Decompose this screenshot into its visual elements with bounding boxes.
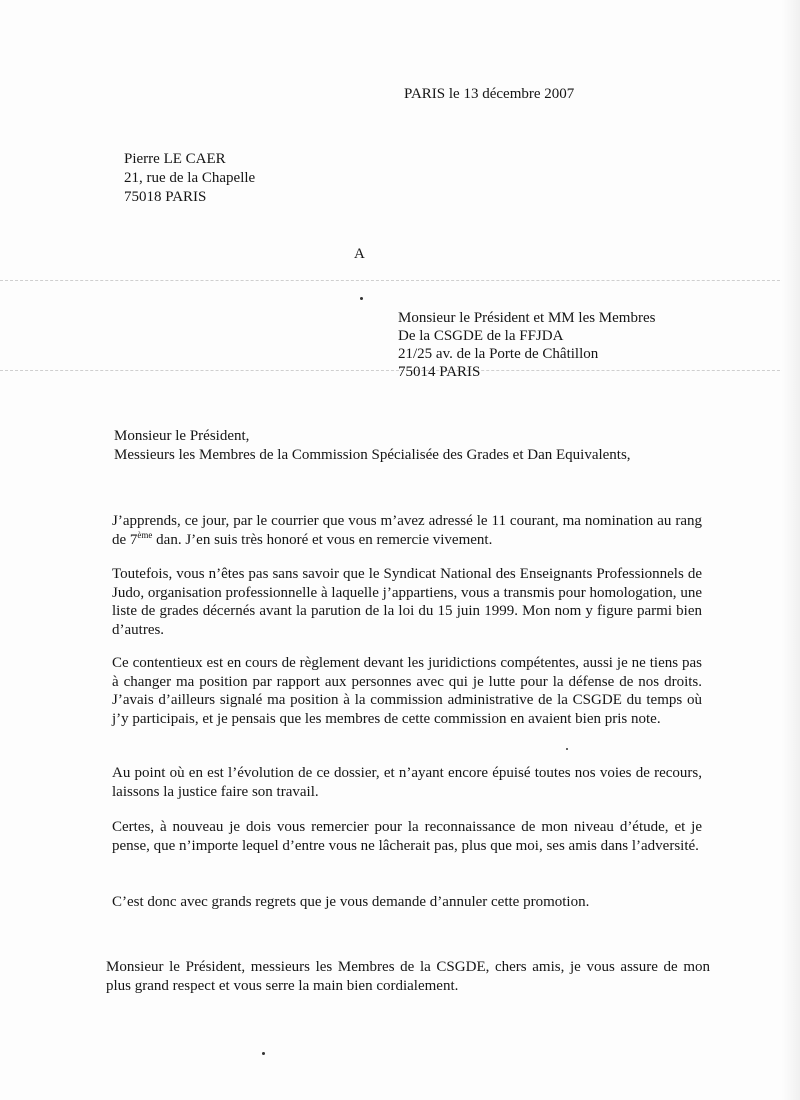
salutation-line-2: Messieurs les Membres de la Commission Spécialisée des Grades et Dan Equivalents,	[114, 447, 631, 463]
sender-name: Pierre LE CAER	[124, 151, 226, 167]
body-paragraph-6: C’est donc avec grands regrets que je vous demande d’annuler cette promotion.	[112, 894, 590, 910]
fold-line	[0, 280, 800, 281]
recipient-line-1: Monsieur le Président et MM les Membres	[398, 310, 656, 326]
recipient-line-4: 75014 PARIS	[398, 364, 481, 380]
paragraph-1-text: J’apprends, ce jour, par le courrier que vous m’avez adressé le 11 courant, ma nomination au rang de 7	[112, 513, 702, 548]
addressee-marker: A	[354, 246, 365, 262]
paragraph-1-text-end: dan. J’en suis très honoré et vous en remercie vivement.	[152, 531, 493, 548]
page-edge-shadow	[782, 0, 800, 1100]
body-paragraph-3: Ce contentieux est en cours de règlement devant les juridictions compétentes, aussi je ne tiens pas à changer ma position par rapport aux personnes avec qui je lutte pour la défense de nos droits. J’avais d’ailleurs signalé ma position à la commission administrative de la CSGDE du temps où j’y participais, et je pensais que les membres de cette commission en avaient bien pris note.	[112, 655, 702, 727]
recipient-line-3: 21/25 av. de la Porte de Châtillon	[398, 346, 599, 362]
paper-speck	[262, 1052, 265, 1055]
sender-city: 75018 PARIS	[124, 189, 207, 205]
letter-date: PARIS le 13 décembre 2007	[404, 86, 575, 102]
salutation	[114, 427, 631, 465]
body-paragraph-4: Au point où en est l’évolution de ce dossier, et n’ayant encore épuisé toutes nos voies de recours, laissons la justice faire son travail.	[112, 765, 702, 800]
sender-street: 21, rue de la Chapelle	[124, 170, 256, 186]
body-paragraph-5: Certes, à nouveau je dois vous remercier pour la reconnaissance de mon niveau d’étude, et je pense, que n’importe lequel d’entre vous ne lâcherait pas, plus que moi, ses amis dans l’adversité.	[112, 819, 702, 854]
body-paragraph-1	[112, 512, 702, 549]
recipient-line-2: De la CSGDE de la FFJDA	[398, 328, 564, 344]
paper-speck	[360, 297, 363, 300]
paper-speck	[566, 748, 568, 750]
body-paragraph-2: Toutefois, vous n’êtes pas sans savoir que le Syndicat National des Enseignants Professionnels de Judo, organisation professionnelle à laquelle j’appartiens, vous a transmis pour homologation, une liste de grades décernés avant la parution de la loi du 15 juin 1999. Mon nom y figure parmi bien d’autres.	[112, 566, 702, 638]
salutation-line-1: Monsieur le Président,	[114, 428, 250, 444]
ordinal-superscript: ème	[137, 529, 153, 540]
closing-paragraph: Monsieur le Président, messieurs les Membres de la CSGDE, chers amis, je vous assure de mon plus grand respect et vous serre la main bien cordialement.	[106, 959, 710, 994]
recipient-address	[398, 309, 655, 381]
sender-address	[124, 150, 255, 207]
